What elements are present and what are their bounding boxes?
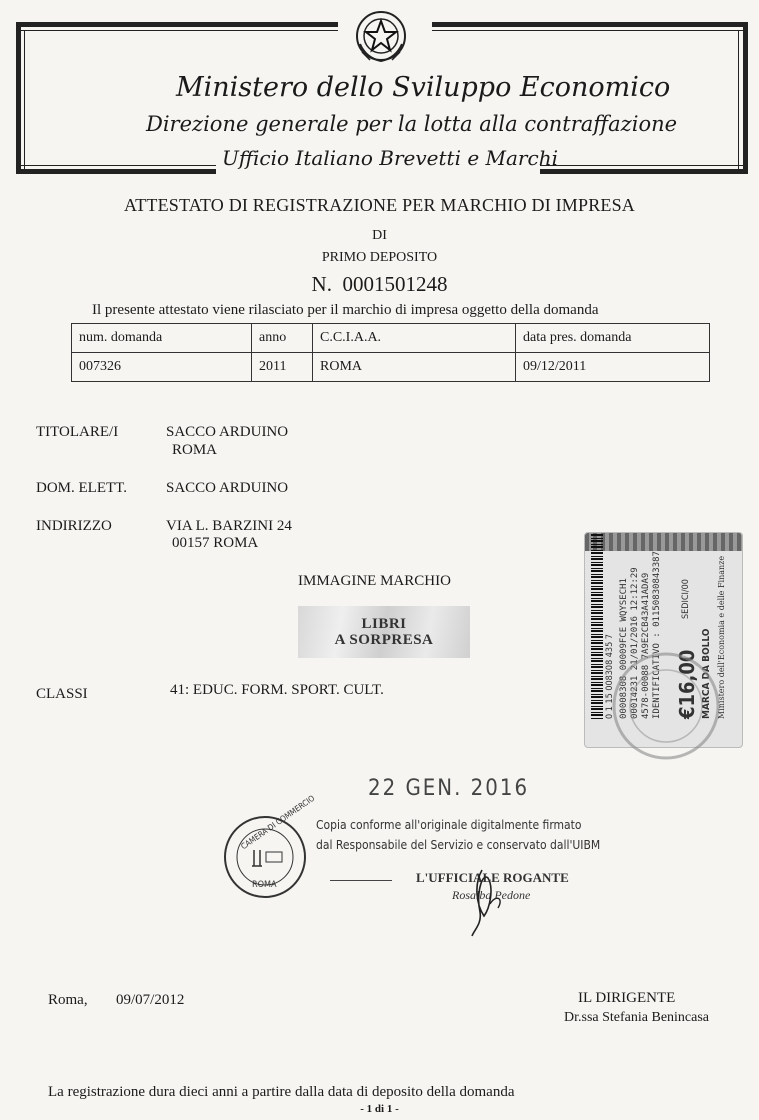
stamp-barcode-number: 0 1 15 008308 435 7 — [605, 634, 615, 719]
seal-bottom-text: ROMA — [252, 880, 277, 890]
footer-date: 09/07/2012 — [116, 992, 185, 1008]
classi-value: 41: EDUC. FORM. SPORT. CULT. — [170, 682, 384, 698]
stamp-code-3: 4578-00088 7A9E2CB43A41ADA9 — [641, 572, 651, 719]
indirizzo-label: INDIRIZZO — [36, 518, 112, 534]
stamp-amount-words: SEDICI/00 — [681, 579, 691, 619]
table-header-cell: C.C.I.A.A. — [313, 324, 516, 353]
validity-note: La registrazione dura dieci anni a partire dalla data di deposito della domanda — [48, 1084, 515, 1100]
table-header-cell: num. domanda — [72, 324, 252, 353]
stamp-barcode — [591, 532, 603, 719]
chamber-seal-overprint-icon — [604, 640, 724, 770]
trademark-line2: A SORPRESA — [334, 632, 434, 648]
classi-label: CLASSI — [36, 686, 88, 702]
officer-signature-icon — [464, 864, 514, 940]
deposit-type: PRIMO DEPOSITO — [321, 250, 438, 265]
date-stamp: 22 GEN. 2016 — [368, 776, 530, 801]
titolare-city: ROMA — [172, 442, 218, 458]
officer-title: L'UFFICIALE ROGANTE — [416, 870, 569, 885]
table-cell-num-domanda: 007326 — [72, 353, 252, 382]
frame-top-right-thin — [432, 30, 748, 31]
stamp-code-2: 00014231 21/01/2016 12:12:29 — [630, 567, 640, 719]
frame-top-left — [16, 22, 338, 27]
table-header-row — [72, 324, 710, 353]
table-cell-anno: 2011 — [252, 353, 313, 382]
office-name: Ufficio Italiano Brevetti e Marchi — [222, 146, 558, 170]
document-di: DI — [372, 228, 387, 243]
page-number: - 1 di 1 - — [360, 1103, 399, 1115]
frame-bottom-right — [540, 169, 748, 174]
document-title: ATTESTATO DI REGISTRAZIONE PER MARCHIO DI IMPRESA — [123, 195, 636, 215]
table-header-cell: anno — [252, 324, 313, 353]
frame-bottom-right-thin — [540, 165, 748, 166]
certification-line1: Copia conforme all'originale digitalmente firmato — [316, 818, 582, 832]
intro-text: Il presente attestato viene rilasciato per il marchio di impresa oggetto della domanda — [92, 302, 599, 318]
directorate-name: Direzione generale per la lotta alla contraffazione — [146, 112, 678, 136]
frame-top-left-thin — [16, 30, 338, 31]
frame-bottom-left — [16, 169, 216, 174]
frame-right-thin — [738, 30, 739, 170]
table-row — [72, 353, 710, 382]
titolare-name: SACCO ARDUINO — [166, 424, 289, 440]
footer-place: Roma, — [48, 992, 88, 1008]
seal-top-text: CAMERA DI COMMERCIO — [239, 793, 317, 852]
frame-top-right — [432, 22, 748, 27]
dom-elett-label: DOM. ELETT. — [36, 480, 127, 496]
titolare-label: TITOLARE/I — [36, 424, 119, 440]
immagine-marchio-label: IMMAGINE MARCHIO — [298, 573, 451, 589]
number-value: 0001501248 — [342, 272, 448, 296]
table-cell-cciaa: ROMA — [313, 353, 516, 382]
stamp-title: MARCA DA BOLLO — [701, 628, 712, 719]
certification-rule — [330, 880, 392, 881]
frame-left-thin — [24, 30, 25, 170]
signer-name: Dr.ssa Stefania Benincasa — [564, 1010, 710, 1025]
frame-bottom-left-thin — [16, 165, 216, 166]
italian-republic-emblem-icon — [352, 8, 410, 66]
ministry-name: Ministero dello Sviluppo Economico — [176, 72, 671, 103]
stamp-code-1: 00008308 00009FCE WQYSECH1 — [619, 578, 629, 719]
officer-name: Rosalba Pedone — [452, 888, 531, 902]
signer-title: IL DIRIGENTE — [578, 990, 676, 1006]
number-label: N. — [311, 272, 332, 296]
stamp-amount: €16,00 — [675, 649, 699, 719]
registration-number — [0, 272, 759, 297]
trademark-line1: LIBRI — [361, 616, 407, 632]
dom-elett-value: SACCO ARDUINO — [166, 480, 289, 496]
table-cell-data: 09/12/2011 — [516, 353, 710, 382]
frame-left — [16, 22, 21, 174]
stamp-ministry: Ministero dell'Economia e delle Finanze — [717, 555, 726, 719]
indirizzo-city: 00157 ROMA — [172, 535, 259, 551]
frame-right — [743, 22, 748, 174]
stamp-identifier: IDENTIFICATIVO : 01150830843387 — [652, 551, 662, 719]
registration-table — [71, 323, 710, 382]
indirizzo-street: VIA L. BARZINI 24 — [166, 518, 292, 534]
certification-line2: dal Responsabile del Servizio e conservato dall'UIBM — [316, 838, 601, 852]
table-header-cell: data pres. domanda — [516, 324, 710, 353]
trademark-image — [298, 606, 470, 658]
